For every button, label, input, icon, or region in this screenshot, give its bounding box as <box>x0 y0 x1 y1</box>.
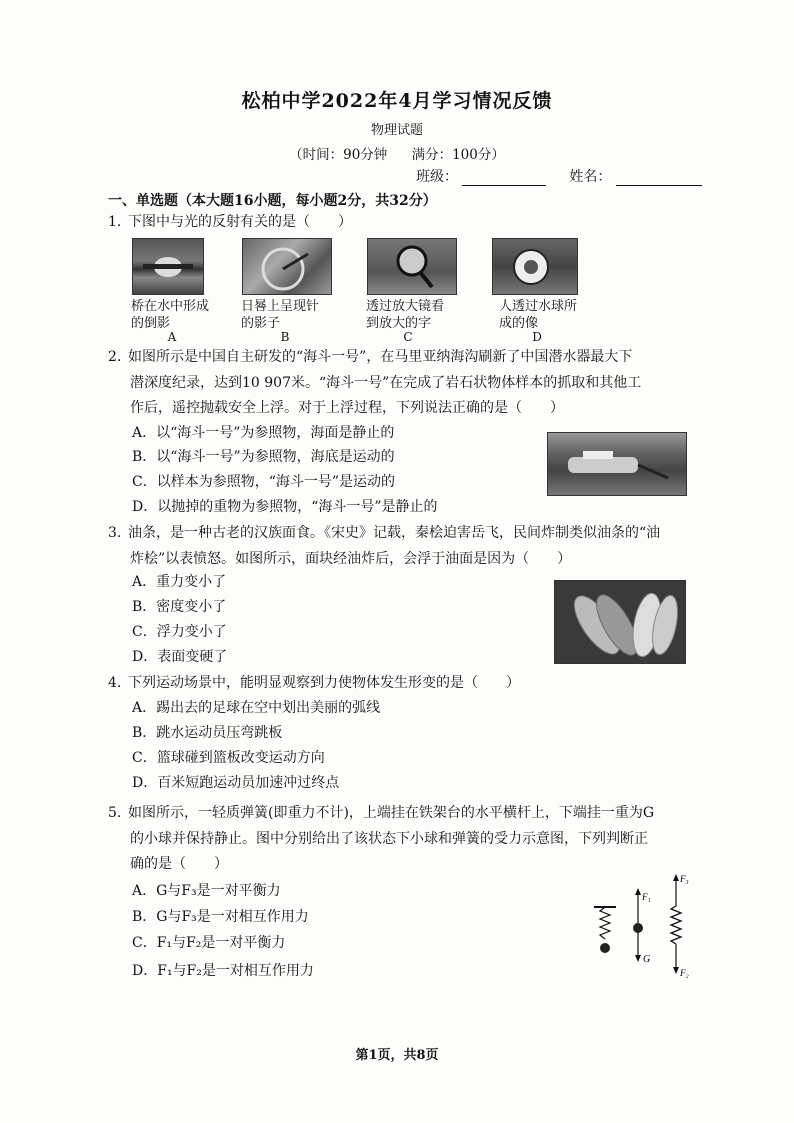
question-4 <box>108 671 688 697</box>
question-1 <box>108 210 688 236</box>
class-blank[interactable] <box>462 169 546 186</box>
question-line: 确的是（ ） <box>130 856 228 872</box>
option-a-letter: A <box>167 330 177 344</box>
q2-option-b[interactable]: B．以“海斗一号”为参照物，海底是运动的 <box>132 449 395 465</box>
question-number: 1. <box>108 214 122 230</box>
section-title: 一、单选题（本大题16小题，每小题2分，共32分） <box>108 193 437 209</box>
question-line: 如图所示是中国自主研发的“海斗一号”，在马里亚纳海沟刷新了中国潜水器最大下 <box>128 349 633 365</box>
q3-option-b[interactable]: B．密度变小了 <box>132 599 227 615</box>
option-d-caption: 人透过水球所成的像 <box>499 299 578 331</box>
question-number: 2. <box>108 349 122 365</box>
name-label: 姓名： <box>569 169 612 185</box>
q5-option-d[interactable]: D．F₁与F₂是一对相互作用力 <box>132 963 314 979</box>
question-3 <box>108 521 688 572</box>
question-line: 如图所示，一轻质弹簧(即重力不计)，上端挂在铁架台的水平横杆上，下端挂一重为G <box>128 805 655 821</box>
magnifier-photo <box>367 238 457 295</box>
question-5 <box>108 801 688 878</box>
option-d-letter: D <box>532 330 542 344</box>
q2-option-c[interactable]: C．以样本为参照物，“海斗一号”是运动的 <box>132 474 396 490</box>
q3-option-c[interactable]: C．浮力变小了 <box>132 624 227 640</box>
q5-option-a[interactable]: A．G与F₃是一对平衡力 <box>132 883 281 899</box>
question-number: 4. <box>108 675 122 691</box>
submersible-photo <box>547 432 687 496</box>
student-info <box>416 166 702 186</box>
q5-option-c[interactable]: C．F₁与F₂是一对平衡力 <box>132 935 286 951</box>
q3-option-d[interactable]: D．表面变硬了 <box>132 649 228 665</box>
bridge-reflection-photo <box>132 238 204 295</box>
question-2 <box>108 345 688 422</box>
question-line: 潜深度纪录，达到10 907米。“海斗一号”在完成了岩石状物体样本的抓取和其他工 <box>130 374 642 391</box>
q2-option-d[interactable]: D．以抛掉的重物为参照物，“海斗一号”是静止的 <box>132 499 438 515</box>
full-score: 满分：100分） <box>411 147 505 163</box>
option-b-letter: B <box>280 330 290 344</box>
class-label: 班级： <box>416 169 458 185</box>
time-limit: （时间：90分钟 <box>289 147 388 163</box>
option-c-letter: C <box>403 330 413 344</box>
option-b-caption: 日晷上呈现针的影子 <box>241 299 320 331</box>
q4-option-d[interactable]: D．百米短跑运动员加速冲过终点 <box>132 775 340 791</box>
question-stem: 下图中与光的反射有关的是（ ） <box>128 214 352 230</box>
spring-setup <box>594 907 616 953</box>
f1-label: F₁ <box>642 892 651 902</box>
question-line: 作后，遥控抛载安全上浮。对于上浮过程，下列说法正确的是（ ） <box>130 400 564 416</box>
youtiao-photo <box>554 580 686 664</box>
question-line: 的小球并保持静止。图中分别给出了该状态下小球和弹簧的受力示意图，下列判断正 <box>130 830 648 847</box>
page-number: 第1页，共8页 <box>355 1048 439 1063</box>
q4-option-b[interactable]: B．跳水运动员压弯跳板 <box>132 725 283 741</box>
question-line: 炸桧”以表愤怒。如图所示，面块经油炸后，会浮于油面是因为（ ） <box>130 550 572 567</box>
ball-force-diagram <box>633 888 651 965</box>
question-line: 油条，是一种古老的汉族面食。《宋史》记载，秦桧迫害岳飞，民间炸制类似油条的“油 <box>128 525 661 541</box>
option-a-caption: 桥在水中形成的倒影 <box>131 299 210 331</box>
option-c-caption: 透过放大镜看到放大的字 <box>366 299 445 331</box>
g-label: G <box>643 954 651 965</box>
exam-info <box>0 143 794 163</box>
q2-option-a[interactable]: A．以“海斗一号”为参照物，海面是静止的 <box>132 425 395 441</box>
sundial-photo <box>242 238 332 295</box>
q5-option-b[interactable]: B．G与F₃是一对相互作用力 <box>132 909 309 925</box>
question-number: 5. <box>108 805 122 821</box>
q3-option-a[interactable]: A．重力变小了 <box>132 574 227 590</box>
subject-title: 物理试题 <box>370 123 423 138</box>
f2-label: F₂ <box>680 968 689 978</box>
page-title: 松柏中学2022年4月学习情况反馈 <box>241 90 553 112</box>
name-blank[interactable] <box>616 169 702 186</box>
question-stem: 下列运动场景中，能明显观察到力使物体发生形变的是（ ） <box>128 675 520 691</box>
question-number: 3. <box>108 525 122 541</box>
spring-force-diagram-f3-f2 <box>671 874 689 978</box>
spring-force-diagram <box>588 870 698 982</box>
q4-option-c[interactable]: C．篮球碰到篮板改变运动方向 <box>132 750 325 766</box>
q4-option-a[interactable]: A．踢出去的足球在空中划出美丽的弧线 <box>132 700 381 716</box>
water-ball-photo <box>492 238 578 295</box>
f3-label: F₃ <box>680 874 689 884</box>
